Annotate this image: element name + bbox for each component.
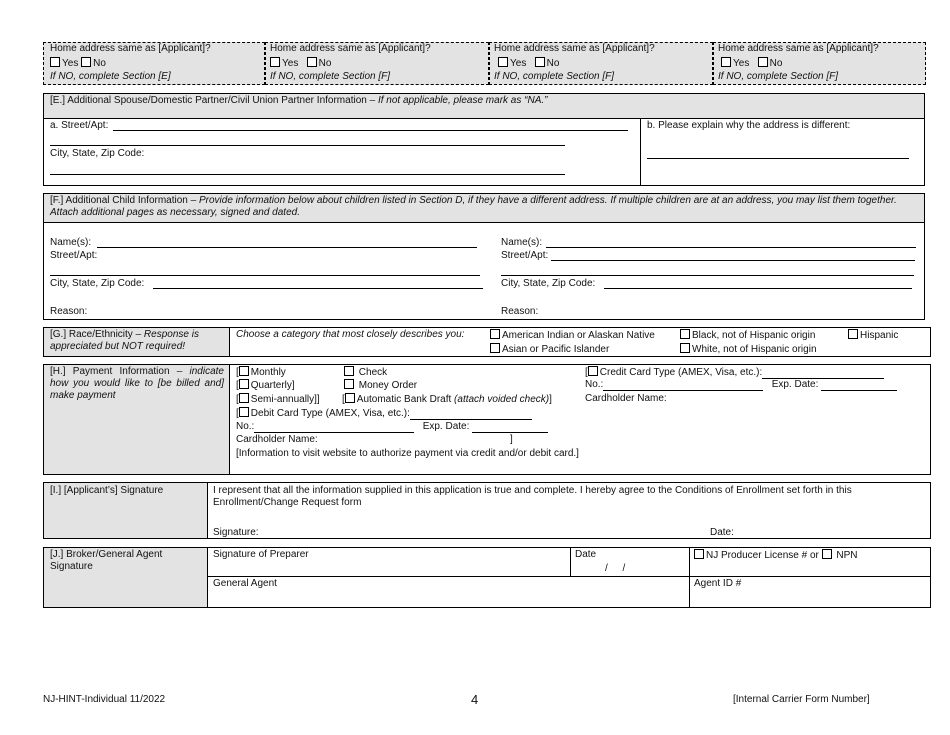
yes-checkbox[interactable]: [721, 57, 731, 67]
explain-input[interactable]: [647, 158, 909, 159]
race-option-white[interactable]: [680, 343, 817, 356]
option-label: NJ Producer License # or: [706, 550, 819, 561]
section-f-header: [50, 195, 920, 219]
no-label: No.:: [585, 379, 604, 390]
option-label: Credit Card Type (AMEX, Visa, etc.):: [599, 367, 763, 378]
billing-quarterly[interactable]: [ Quarterly]: [236, 380, 295, 391]
checkbox[interactable]: [239, 393, 249, 403]
exp-input[interactable]: [472, 423, 548, 433]
auto-draft-note: (attach voided check): [454, 394, 550, 405]
child-name-input[interactable]: [546, 247, 916, 248]
option-label: Money Order: [358, 380, 418, 391]
checkbox[interactable]: [490, 329, 500, 339]
checkbox[interactable]: [344, 379, 354, 389]
certification-text: I represent that all the information supplied in this application is true and complete. I hereby agree to the Conditions of Enrollment set forth in this Enrollment/Change Request form: [213, 485, 852, 508]
street-input-2[interactable]: [50, 145, 565, 146]
child-street-label: Street/Apt:: [50, 250, 98, 261]
no-label: No: [93, 58, 106, 69]
option-label: White, not of Hispanic origin: [692, 344, 817, 355]
website-note: [Information to visit website to authorize payment via credit and/or debit card.]: [236, 448, 579, 459]
section-f-note: – Provide information below about children listed in Section D, if they have a different address. If multiple children are at an address, you may list them together. Attach additional pages as necessary, signed and dated.: [50, 195, 897, 218]
footer-carrier: [Internal Carrier Form Number]: [733, 694, 870, 705]
top-yes-no: [270, 57, 331, 70]
child-street-input-2[interactable]: [501, 275, 914, 276]
option-label: Check: [358, 367, 388, 378]
no-checkbox[interactable]: [307, 57, 317, 67]
billing-monthly[interactable]: [ Monthly: [236, 367, 286, 378]
section-e-header: [50, 95, 547, 107]
no-checkbox[interactable]: [81, 57, 91, 67]
payment-money-order[interactable]: [344, 379, 417, 392]
footer-page-number: 4: [471, 692, 479, 707]
race-prompt: Choose a category that most closely describes you:: [236, 329, 465, 340]
option-label: Black, not of Hispanic origin: [692, 330, 816, 341]
section-h-header: [50, 366, 224, 402]
payment-auto-draft[interactable]: [ Automatic Bank Draft (attach voided check)]: [342, 394, 552, 405]
checkbox[interactable]: [822, 549, 832, 559]
exp-label: Exp. Date:: [771, 379, 819, 390]
option-label: Semi-annually]]: [250, 394, 320, 405]
child-street-label: Street/Apt:: [501, 250, 549, 261]
debit-holder-bracket: ]: [510, 434, 513, 445]
checkbox[interactable]: [344, 366, 354, 376]
race-option-asian[interactable]: [490, 343, 609, 356]
child-city-label: City, State, Zip Code:: [501, 278, 596, 289]
debit-no-input[interactable]: [254, 423, 414, 433]
child-name-input[interactable]: [97, 247, 477, 248]
street-label: a. Street/Apt:: [50, 120, 109, 131]
checkbox[interactable]: [694, 549, 704, 559]
checkbox[interactable]: [490, 343, 500, 353]
option-label: Monthly: [250, 367, 286, 378]
section-i-header: [I.] [Applicant’s] Signature: [50, 485, 164, 496]
date-label: Date:: [710, 527, 734, 538]
option-label: Quarterly]: [250, 380, 295, 391]
option-label: American Indian or Alaskan Native: [502, 330, 655, 341]
credit-no-row: [585, 379, 897, 391]
preparer-date-label: Date: [575, 549, 597, 560]
checkbox[interactable]: [239, 407, 249, 417]
checkbox[interactable]: [239, 366, 249, 376]
signature-label: Signature:: [213, 527, 259, 538]
top-instruction: If NO, complete Section [E]: [50, 71, 171, 82]
race-option-american-indian[interactable]: [490, 329, 655, 342]
option-label: Automatic Bank Draft: [356, 394, 452, 405]
top-yes-no: [50, 57, 106, 70]
child-reason-label: Reason:: [50, 306, 88, 317]
child-city-label: City, State, Zip Code:: [50, 278, 145, 289]
general-agent-label: General Agent: [213, 578, 277, 589]
agent-id-label: Agent ID #: [694, 578, 742, 589]
top-yes-no: [721, 57, 782, 70]
checkbox[interactable]: [239, 379, 249, 389]
preparer-signature-label: Signature of Preparer: [213, 549, 309, 560]
no-label: No: [318, 58, 332, 69]
top-instruction: If NO, complete Section [F]: [718, 71, 839, 82]
section-j-header: [J.] Broker/General Agent Signature: [50, 549, 163, 572]
option-label: Asian or Pacific Islander: [502, 344, 610, 355]
yes-checkbox[interactable]: [498, 57, 508, 67]
section-g-title: [G.] Race/Ethnicity: [50, 329, 133, 340]
top-question: Home address same as [Applicant]?: [50, 43, 211, 54]
checkbox[interactable]: [588, 366, 598, 376]
street-input[interactable]: [113, 130, 628, 131]
top-question: Home address same as [Applicant]?: [718, 43, 879, 54]
nj-license-option[interactable]: [694, 549, 858, 562]
exp-input[interactable]: [821, 381, 897, 391]
no-checkbox[interactable]: [758, 57, 768, 67]
top-instruction: If NO, complete Section [F]: [270, 71, 391, 82]
payment-credit[interactable]: [ Credit Card Type (AMEX, Visa, etc.):: [585, 366, 884, 379]
option-label: Hispanic: [860, 330, 899, 341]
option-label: Debit Card Type (AMEX, Visa, etc.):: [250, 408, 410, 419]
child-name-label: Name(s):: [50, 237, 92, 248]
yes-label: Yes: [733, 58, 750, 69]
child-name-label: Name(s):: [501, 237, 543, 248]
top-instruction: If NO, complete Section [F]: [494, 71, 615, 82]
section-j-col-divider-1: [570, 548, 571, 576]
payment-debit[interactable]: [ Debit Card Type (AMEX, Visa, etc.):: [236, 407, 532, 420]
credit-holder-label: Cardholder Name:: [585, 393, 667, 404]
section-h-title: [H.] Payment Information: [50, 366, 170, 377]
checkbox[interactable]: [345, 393, 355, 403]
section-h-note: – indicate how you would like to [be billed and] make payment: [50, 366, 224, 401]
section-g-note: – Response is appreciated but NOT required!: [50, 329, 199, 352]
section-j-row-divider: [208, 576, 931, 577]
checkbox[interactable]: [680, 343, 690, 353]
race-option-hispanic[interactable]: [848, 329, 898, 342]
race-option-black[interactable]: [680, 329, 815, 342]
debit-holder-label: Cardholder Name:: [236, 434, 318, 445]
top-yes-no: [498, 57, 559, 70]
yes-label: Yes: [62, 58, 79, 69]
section-j-col-divider-2: [689, 548, 690, 608]
footer-form-id: NJ-HINT-Individual 11/2022: [43, 694, 166, 705]
no-label: No.:: [236, 421, 255, 432]
child-city-input[interactable]: [153, 288, 483, 289]
payment-check[interactable]: [344, 366, 387, 379]
no-label: No: [546, 58, 560, 69]
preparer-date-slashes: / /: [605, 563, 626, 574]
section-e-divider: [640, 118, 641, 186]
checkbox[interactable]: [848, 329, 858, 339]
debit-no-row: [236, 421, 548, 433]
top-question: Home address same as [Applicant]?: [270, 43, 431, 54]
exp-label: Exp. Date:: [422, 421, 470, 432]
billing-semi-annually[interactable]: [ Semi-annually]]: [236, 394, 320, 405]
section-g-header: [50, 329, 228, 353]
section-e-note: – If not applicable, please mark as “NA.”: [369, 95, 548, 106]
child-street-input[interactable]: [50, 275, 480, 276]
city-label: City, State, Zip Code:: [50, 148, 145, 159]
yes-label: Yes: [282, 58, 299, 69]
section-e-title: [E.] Additional Spouse/Domestic Partner/Civil Union Partner Information: [50, 95, 367, 106]
section-f-title: [F.] Additional Child Information: [50, 195, 188, 206]
child-city-input[interactable]: [604, 288, 912, 289]
top-question: Home address same as [Applicant]?: [494, 43, 655, 54]
yes-checkbox[interactable]: [50, 57, 60, 67]
yes-label: Yes: [510, 58, 527, 69]
npn-label: NPN: [836, 550, 858, 561]
no-checkbox[interactable]: [535, 57, 545, 67]
child-reason-label: Reason:: [501, 306, 539, 317]
no-label: No: [769, 58, 783, 69]
explain-label: b. Please explain why the address is different:: [647, 120, 851, 131]
yes-checkbox[interactable]: [270, 57, 280, 67]
city-input[interactable]: [50, 174, 565, 175]
child-street-input[interactable]: [551, 260, 915, 261]
credit-no-input[interactable]: [603, 381, 763, 391]
checkbox[interactable]: [680, 329, 690, 339]
